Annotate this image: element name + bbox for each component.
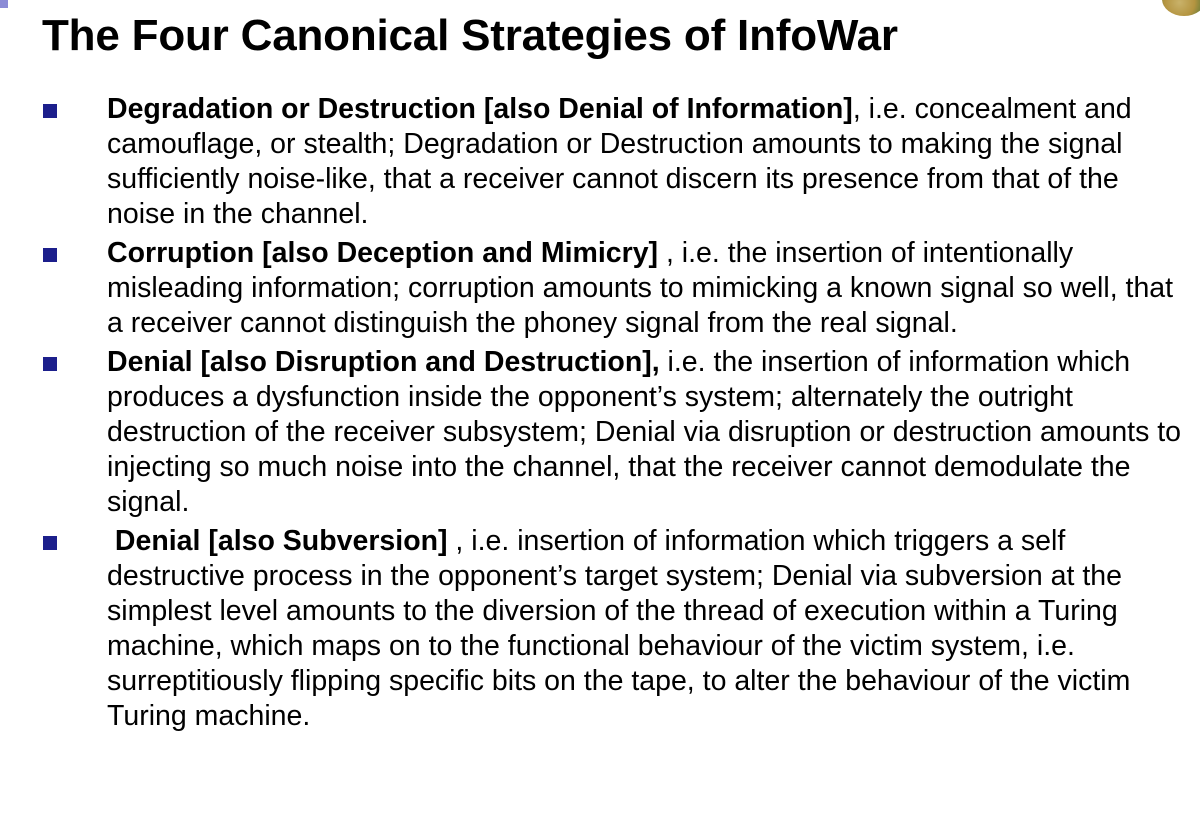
bullet-text: , i.e. insertion of information which triggers a self destructive process in the opponent’s target system; Denial via subversion at the simplest level amounts to the diversion of the thread of execution within a Turing machine, which maps on to the functional behaviour of the victim system, i.e. surreptitiously flipping specific bits on the tape, to alter the behaviour of the victim Turing machine. (107, 525, 1131, 732)
bullet-list (0, 92, 1200, 738)
bullet-item-degradation (0, 92, 1200, 232)
square-bullet-icon (43, 248, 57, 262)
square-bullet-icon (43, 104, 57, 118)
emblem-icon (1162, 0, 1200, 16)
bullet-item-corruption (0, 236, 1200, 341)
square-bullet-icon (43, 357, 57, 371)
bullet-text: , i.e. the insertion of intentionally misleading information; corruption amounts to mimicking a known signal so well, that a receiver cannot distinguish the phoney signal from the real signal. (107, 237, 1174, 339)
square-bullet-icon (43, 536, 57, 550)
slide-title: The Four Canonical Strategies of InfoWar (42, 11, 898, 60)
bullet-item-denial-subversion (0, 524, 1200, 734)
bullet-text: , i.e. concealment and camouflage, or stealth; Degradation or Destruction amounts to making the signal sufficiently noise-like, that a receiver cannot discern its presence from that of the noise in the channel. (107, 93, 1132, 230)
bullet-term: Degradation or Destruction [also Denial of Information] (107, 93, 853, 125)
bullet-item-denial-disruption (0, 345, 1200, 520)
corner-accent (0, 0, 8, 8)
bullet-term: Corruption [also Deception and Mimicry] (107, 237, 659, 269)
bullet-text: i.e. the insertion of information which produces a dysfunction inside the opponent’s system; alternately the outright destruction of the receiver subsystem; Denial via disruption or destruction amounts to injecting so much noise into the channel, that the receiver cannot demodulate the signal. (107, 346, 1182, 518)
bullet-term: Denial [also Disruption and Destruction], (107, 346, 660, 378)
bullet-term: Denial [also Subversion] (107, 525, 448, 557)
